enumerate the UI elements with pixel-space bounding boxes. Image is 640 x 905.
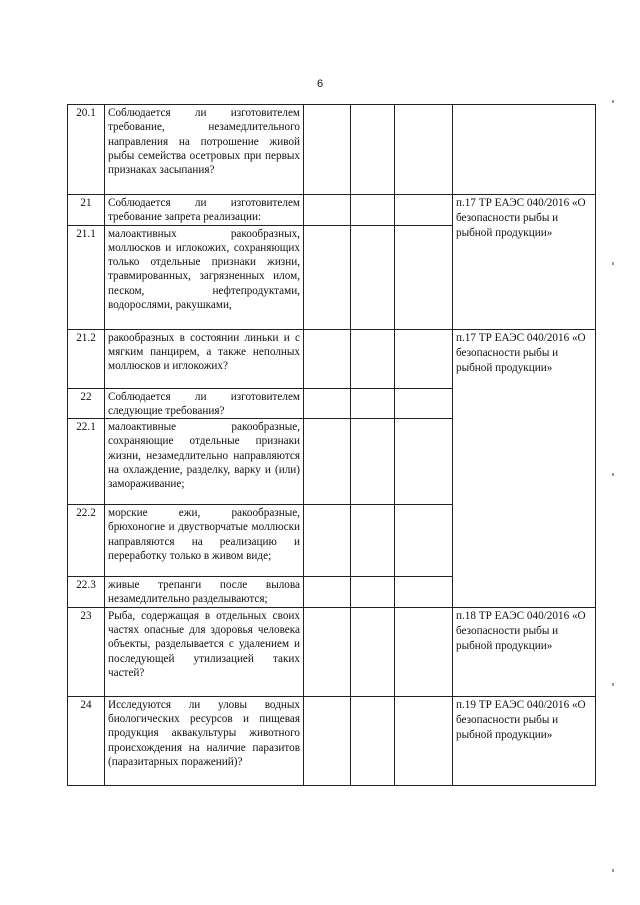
answer-no-cell[interactable] bbox=[351, 607, 395, 696]
answer-na-cell[interactable] bbox=[395, 388, 453, 419]
row-number: 22 bbox=[68, 388, 105, 419]
answer-no-cell[interactable] bbox=[351, 195, 395, 226]
answer-na-cell[interactable] bbox=[395, 195, 453, 226]
answer-no-cell[interactable] bbox=[351, 696, 395, 785]
reference-text: п.17 ТР ЕАЭС 040/2016 «О безопасности рыбы и рыбной продукции» bbox=[456, 197, 586, 239]
answer-yes-cell[interactable] bbox=[304, 105, 351, 195]
row-question: ракообразных в состоянии линьки и с мягким панцирем, а также неполных моллюсков и иглокожих? bbox=[105, 329, 304, 388]
row-reference: п.19 ТР ЕАЭС 040/2016 «О безопасности рыбы и рыбной продукции» bbox=[453, 696, 596, 785]
answer-yes-cell[interactable] bbox=[304, 225, 351, 329]
row-reference bbox=[453, 105, 596, 195]
answer-na-cell[interactable] bbox=[395, 607, 453, 696]
answer-yes-cell[interactable] bbox=[304, 577, 351, 608]
row-number: 22.2 bbox=[68, 505, 105, 577]
row-number: 23 bbox=[68, 607, 105, 696]
row-question: морские ежи, ракообразные, брюхоногие и двустворчатые моллюски направляются на реализацию и переработку только в живом виде; bbox=[105, 505, 304, 577]
answer-yes-cell[interactable] bbox=[304, 195, 351, 226]
answer-na-cell[interactable] bbox=[395, 105, 453, 195]
scan-speck bbox=[612, 262, 614, 265]
row-reference bbox=[453, 195, 596, 330]
row-reference bbox=[453, 329, 596, 607]
answer-na-cell[interactable] bbox=[395, 696, 453, 785]
row-question: Исследуются ли уловы водных биологических ресурсов и пищевая продукция аквакультуры животного происхождения на наличие паразитов (паразитарных поражений)? bbox=[105, 696, 304, 785]
scan-speck bbox=[612, 100, 614, 103]
answer-no-cell[interactable] bbox=[351, 577, 395, 608]
answer-yes-cell[interactable] bbox=[304, 505, 351, 577]
table-row bbox=[68, 607, 596, 696]
row-question: Соблюдается ли изготовителем следующие требования? bbox=[105, 388, 304, 419]
answer-na-cell[interactable] bbox=[395, 505, 453, 577]
scan-speck bbox=[612, 683, 614, 686]
table-row bbox=[68, 195, 596, 226]
answer-yes-cell[interactable] bbox=[304, 696, 351, 785]
scan-speck bbox=[612, 473, 614, 476]
row-number: 21.1 bbox=[68, 225, 105, 329]
answer-yes-cell[interactable] bbox=[304, 388, 351, 419]
row-question: Соблюдается ли изготовителем требование, незамедлительного направления на потрошение живой рыбы семейства осетровых при первых признаках засыпания? bbox=[105, 105, 304, 195]
answer-no-cell[interactable] bbox=[351, 419, 395, 505]
table-row bbox=[68, 696, 596, 785]
answer-na-cell[interactable] bbox=[395, 329, 453, 388]
row-number: 21.2 bbox=[68, 329, 105, 388]
row-number: 24 bbox=[68, 696, 105, 785]
row-question: Соблюдается ли изготовителем требование запрета реализации: bbox=[105, 195, 304, 226]
answer-no-cell[interactable] bbox=[351, 329, 395, 388]
table-row bbox=[68, 329, 596, 388]
row-reference: п.18 ТР ЕАЭС 040/2016 «О безопасности рыбы и рыбной продукции» bbox=[453, 607, 596, 696]
answer-na-cell[interactable] bbox=[395, 577, 453, 608]
answer-no-cell[interactable] bbox=[351, 105, 395, 195]
answer-yes-cell[interactable] bbox=[304, 607, 351, 696]
page-number: 6 bbox=[316, 78, 324, 90]
row-number: 20.1 bbox=[68, 105, 105, 195]
row-number: 22.3 bbox=[68, 577, 105, 608]
table-row bbox=[68, 105, 596, 195]
row-question: малоактивных ракообразных, моллюсков и иглокожих, сохраняющих только отдельные признаки жизни, травмированных, загрязненных илом, песком, нефтепродуктами, водорослями, ракушками, bbox=[105, 225, 304, 329]
answer-na-cell[interactable] bbox=[395, 225, 453, 329]
answer-no-cell[interactable] bbox=[351, 505, 395, 577]
answer-na-cell[interactable] bbox=[395, 419, 453, 505]
row-question: живые трепанги после вылова незамедлительно разделываются; bbox=[105, 577, 304, 608]
row-number: 21 bbox=[68, 195, 105, 226]
answer-no-cell[interactable] bbox=[351, 225, 395, 329]
reference-text: п.17 ТР ЕАЭС 040/2016 «О безопасности рыбы и рыбной продукции» bbox=[456, 331, 586, 374]
row-question: малоактивные ракообразные, сохраняющие отдельные признаки жизни, незамедлительно направляются на охлаждение, разделку, варку и (или) замораживание; bbox=[105, 419, 304, 505]
answer-yes-cell[interactable] bbox=[304, 419, 351, 505]
answer-no-cell[interactable] bbox=[351, 388, 395, 419]
scan-speck bbox=[612, 869, 614, 872]
checklist-table bbox=[67, 104, 596, 786]
row-number: 22.1 bbox=[68, 419, 105, 505]
row-question: Рыба, содержащая в отдельных своих частях опасные для здоровья человека объекты, разделывается с удалением и последующей утилизацией таких частей? bbox=[105, 607, 304, 696]
answer-yes-cell[interactable] bbox=[304, 329, 351, 388]
